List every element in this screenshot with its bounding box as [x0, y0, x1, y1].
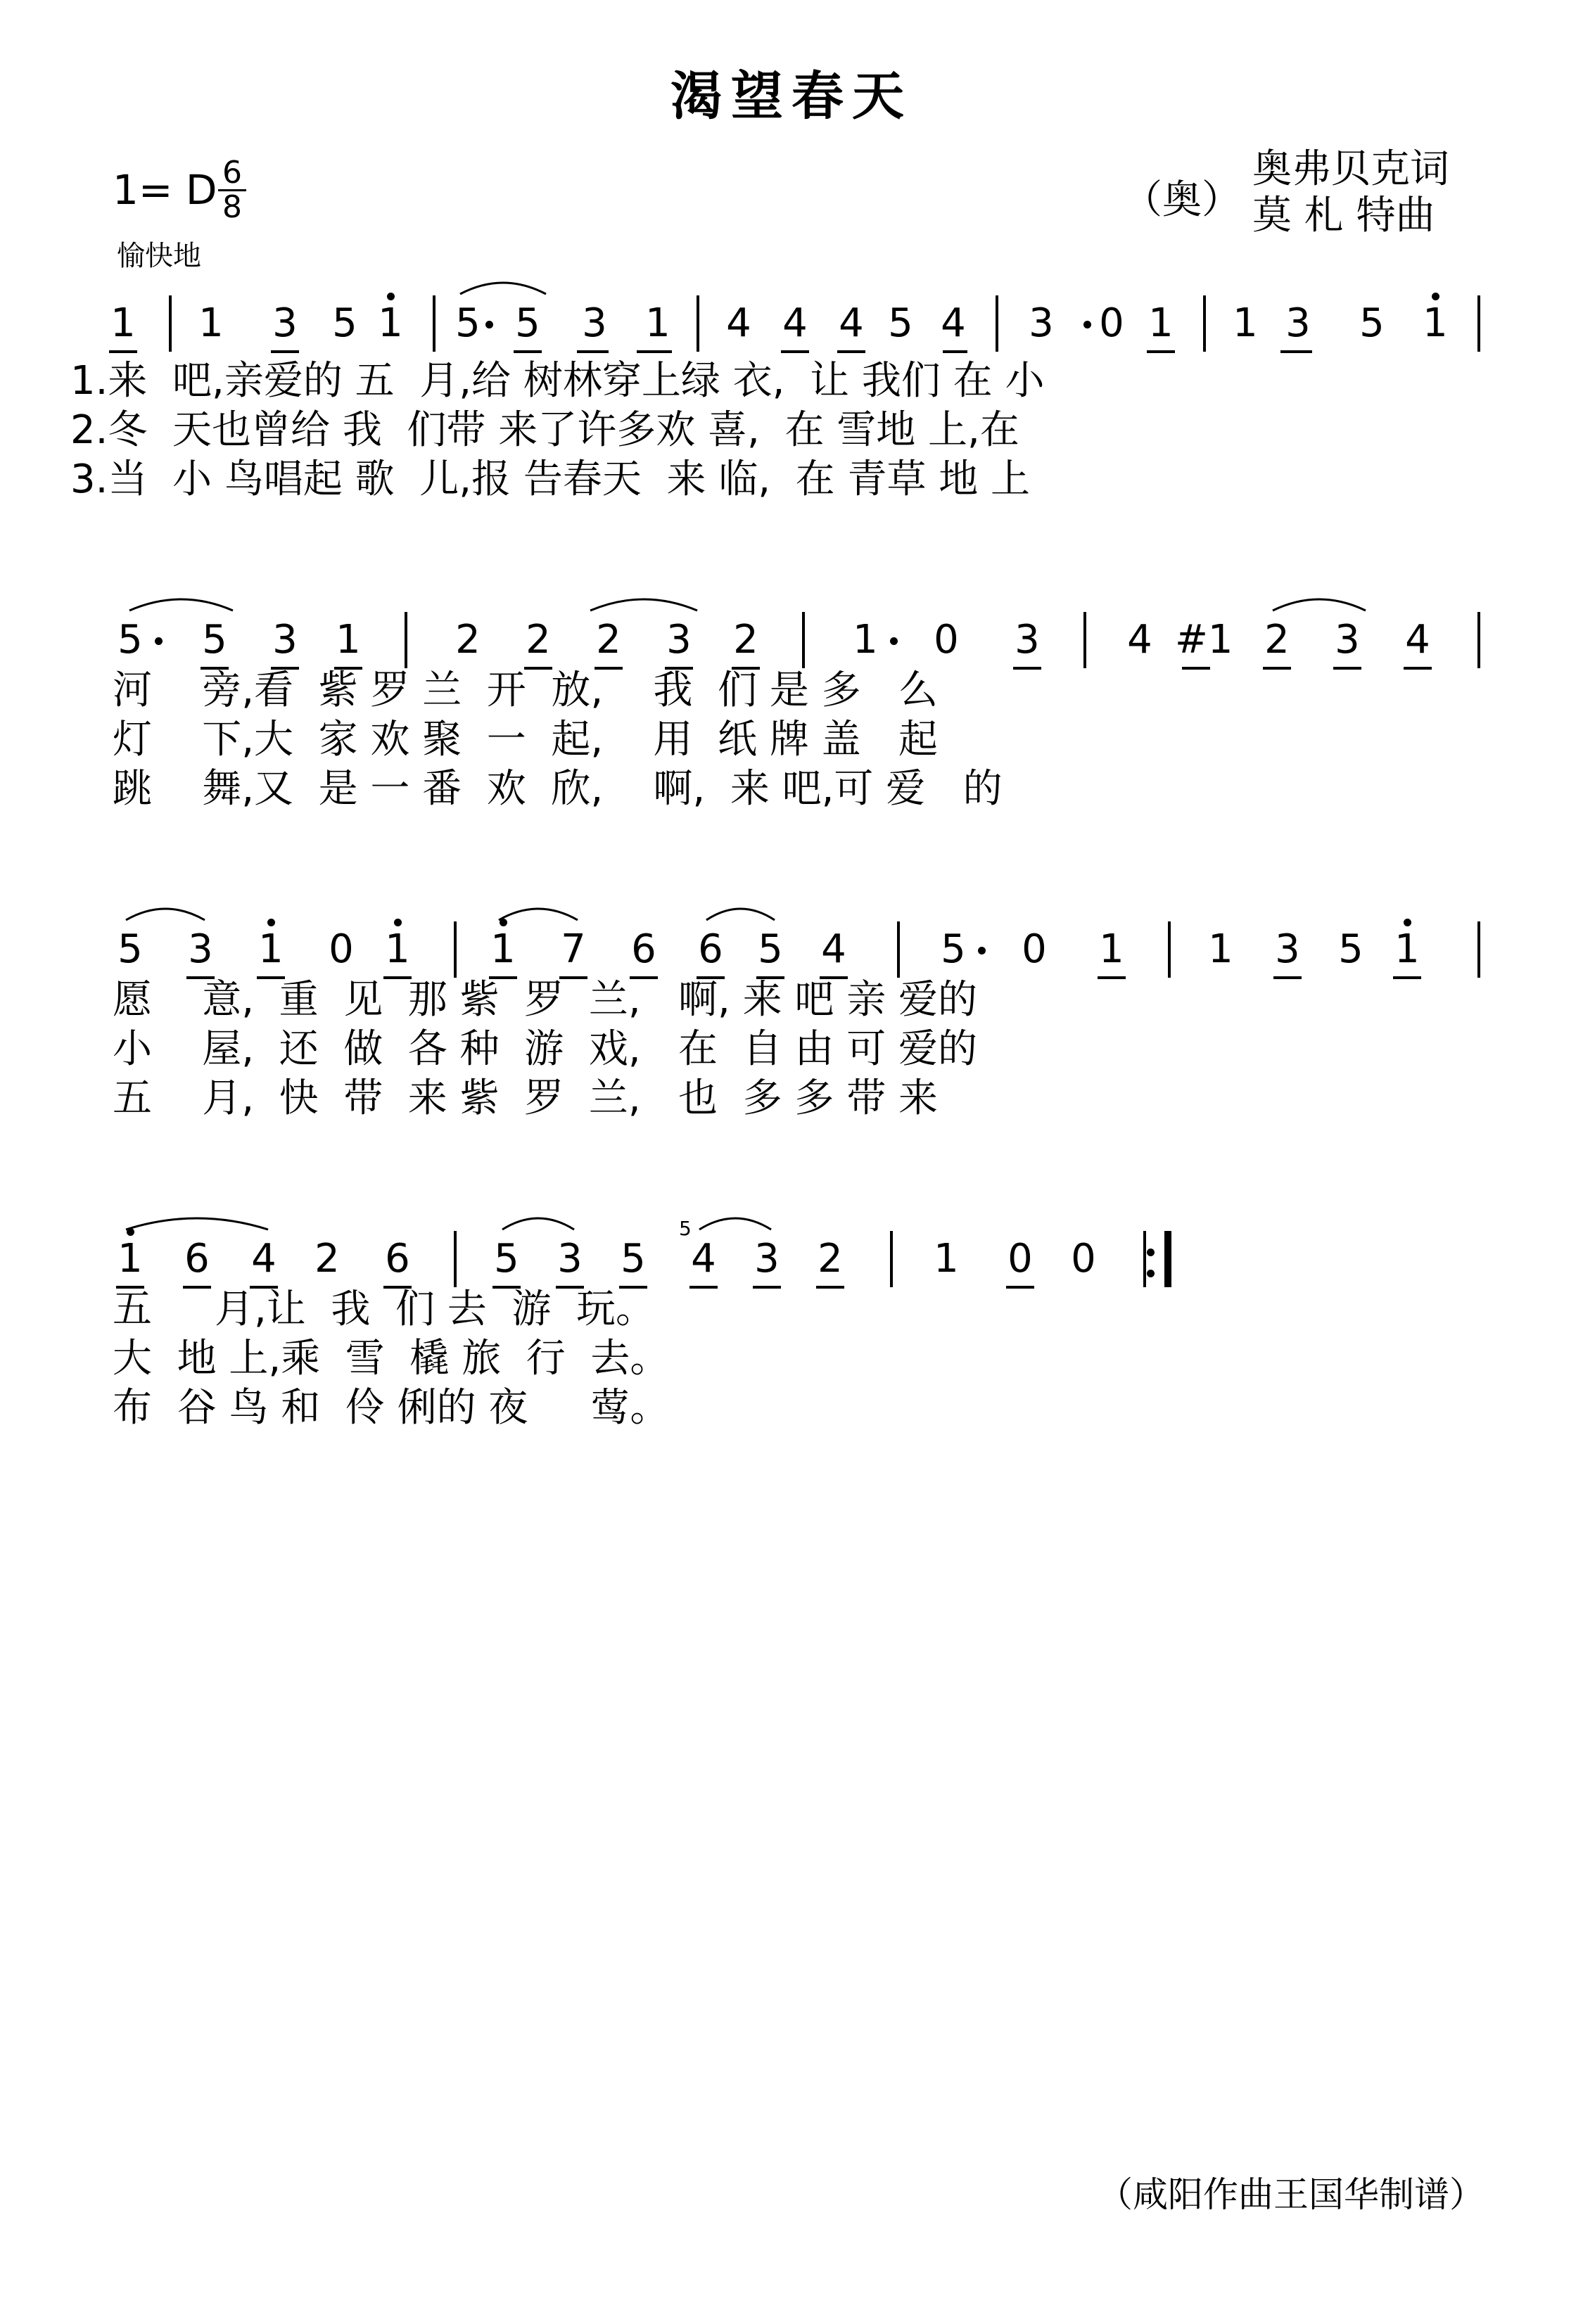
slur	[500, 1211, 577, 1232]
eighth-underline	[514, 350, 542, 353]
bar-line	[1477, 612, 1480, 668]
eighth-underline	[1098, 976, 1126, 979]
slur	[1270, 592, 1368, 613]
eighth-underline	[837, 350, 865, 353]
note: 5	[888, 300, 913, 346]
eighth-underline	[1006, 1286, 1034, 1289]
lyric-line: 3.当 小 鸟唱起 歌 儿,报 告春天 来 临, 在 青草 地 上	[70, 456, 1031, 502]
note: 4	[726, 300, 751, 346]
bar-line	[433, 295, 436, 352]
slur	[457, 276, 549, 297]
note: 1	[378, 300, 403, 346]
composer-origin: （奥）	[1123, 177, 1241, 223]
note: 3	[582, 300, 607, 346]
note: 3	[666, 617, 692, 663]
augmentation-dot	[978, 947, 986, 954]
note: 3	[557, 1236, 583, 1282]
note: 1	[336, 617, 361, 663]
note: 4	[251, 1236, 276, 1282]
note: 5	[332, 300, 357, 346]
eighth-underline	[1182, 667, 1210, 670]
time-signature	[218, 155, 246, 225]
note: 0	[1007, 1236, 1033, 1282]
bar-line	[1203, 295, 1206, 352]
bar-line	[802, 612, 805, 668]
note: 2	[733, 617, 758, 663]
bar-line	[1083, 612, 1086, 668]
note: 2	[1264, 617, 1290, 663]
note: 1	[110, 300, 136, 346]
lyric-line: 布 谷 鸟 和 伶 俐的 夜 莺。	[113, 1385, 670, 1431]
repeat-dot	[1147, 1249, 1155, 1256]
note: 1	[1394, 926, 1420, 972]
lyric-line: 灯 下,大 家 欢 聚 一 起, 用 纸 牌 盖 起	[113, 717, 939, 762]
eighth-underline	[1013, 667, 1041, 670]
high-octave-dot	[1404, 919, 1411, 926]
eighth-underline	[1280, 350, 1312, 353]
note: 2	[596, 617, 621, 663]
lyric-line: 小 屋, 还 做 各 种 游 戏, 在 自 由 可 爱的	[113, 1026, 978, 1072]
note: 5	[621, 1236, 646, 1282]
note: 3	[1285, 300, 1311, 346]
note: 1	[385, 926, 410, 972]
note: 2	[455, 617, 481, 663]
note: 5	[941, 926, 966, 972]
note: 4	[821, 926, 846, 972]
note: 5	[202, 617, 227, 663]
note: 0	[329, 926, 354, 972]
augmentation-dot	[485, 321, 493, 328]
note: 4	[1405, 617, 1430, 663]
grace-note: 5	[679, 1217, 692, 1240]
slur	[123, 902, 208, 923]
slur	[123, 1211, 271, 1232]
composer-credit: 莫 札 特曲	[1252, 193, 1435, 238]
lyric-line: 愿 意, 重 见 那 紫 罗 兰, 啊, 来 吧 亲 爱的	[113, 977, 978, 1023]
augmentation-dot	[890, 637, 898, 645]
note: 0	[1022, 926, 1047, 972]
note: 4	[782, 300, 808, 346]
note: 3	[1335, 617, 1360, 663]
slur	[587, 592, 700, 613]
bar-line	[996, 295, 998, 352]
bar-line	[897, 921, 900, 978]
note: 6	[184, 1236, 210, 1282]
slur	[127, 592, 236, 613]
note: 1	[1423, 300, 1448, 346]
note: 3	[1275, 926, 1300, 972]
note: 1	[853, 617, 878, 663]
note: 1	[1208, 926, 1233, 972]
note: 7	[561, 926, 586, 972]
note: 1	[934, 1236, 959, 1282]
augmentation-dot	[1083, 321, 1091, 328]
bar-line	[1168, 921, 1171, 978]
eighth-underline	[1263, 667, 1291, 670]
note: 5	[1359, 300, 1385, 346]
note: 1	[645, 300, 670, 346]
note: 2	[314, 1236, 340, 1282]
eighth-underline	[637, 350, 672, 353]
note: 3	[272, 300, 298, 346]
note: 0	[934, 617, 959, 663]
eighth-underline	[1273, 976, 1302, 979]
note: 1	[198, 300, 224, 346]
note: 1	[1233, 300, 1258, 346]
lyric-line: 河 旁,看 紫 罗 兰 开 放, 我 们 是 多 么	[113, 668, 939, 713]
key-signature: 1= D	[113, 166, 217, 214]
note: 1	[258, 926, 284, 972]
lyric-line: 跳 舞,又 是 一 番 欢 欣, 啊, 来 吧,可 爱 的	[113, 766, 1003, 812]
note: 5	[758, 926, 783, 972]
bar-line	[454, 921, 457, 978]
high-octave-dot	[394, 919, 402, 926]
lyricist-credit: 奥弗贝克词	[1252, 146, 1449, 192]
bar-line	[454, 1231, 457, 1287]
note: 3	[754, 1236, 780, 1282]
meter-top: 6	[222, 155, 242, 191]
lyric-line: 大 地 上,乘 雪 橇 旅 行 去。	[113, 1336, 670, 1381]
note: 1	[1099, 926, 1124, 972]
note: 2	[818, 1236, 843, 1282]
bar-line	[1477, 295, 1480, 352]
bar-line	[1477, 921, 1480, 978]
footer-credit: （咸阳作曲王国华制谱）	[1098, 2174, 1485, 2215]
note: 6	[385, 1236, 410, 1282]
note: 5	[1338, 926, 1363, 972]
lyric-line: 1.来 吧,亲爱的 五 月,给 树林穿上绿 衣, 让 我们 在 小	[70, 358, 1045, 404]
high-octave-dot	[267, 919, 275, 926]
note: 3	[272, 617, 298, 663]
note: 4	[1127, 617, 1152, 663]
eighth-underline	[781, 350, 809, 353]
note: #1	[1175, 617, 1233, 663]
eighth-underline	[753, 1286, 781, 1289]
eighth-underline	[1393, 976, 1421, 979]
high-octave-dot	[387, 293, 395, 300]
high-octave-dot	[1432, 293, 1439, 300]
note: 5	[117, 617, 143, 663]
augmentation-dot	[155, 637, 163, 645]
note: 5	[515, 300, 540, 346]
bar-line	[697, 295, 699, 352]
eighth-underline	[943, 350, 967, 353]
eighth-underline	[816, 1286, 844, 1289]
lyric-line: 五 月,让 我 们 去 游 玩。	[113, 1286, 656, 1332]
meter-bottom: 8	[222, 189, 242, 225]
eighth-underline	[271, 350, 299, 353]
lyric-line: 五 月, 快 带 来 紫 罗 兰, 也 多 多 带 来	[113, 1075, 939, 1121]
bar-line	[405, 612, 407, 668]
note: 6	[698, 926, 723, 972]
eighth-underline	[1333, 667, 1361, 670]
bar-line	[169, 295, 172, 352]
note: 0	[1099, 300, 1124, 346]
note: 2	[526, 617, 551, 663]
bar-line	[890, 1231, 893, 1287]
slur	[496, 902, 580, 923]
eighth-underline	[109, 350, 137, 353]
slur	[697, 1211, 774, 1232]
bar-line	[1143, 1231, 1146, 1287]
eighth-underline	[1404, 667, 1432, 670]
note: 6	[631, 926, 656, 972]
note: 5	[117, 926, 143, 972]
repeat-dot	[1147, 1270, 1155, 1277]
note: 3	[1015, 617, 1040, 663]
eighth-underline	[1147, 350, 1175, 353]
eighth-underline	[577, 350, 609, 353]
tempo-marking: 愉快地	[117, 240, 201, 272]
note: 1	[1148, 300, 1174, 346]
note: 4	[941, 300, 966, 346]
note: 5	[494, 1236, 519, 1282]
slur	[704, 902, 777, 923]
note: 1	[117, 1236, 143, 1282]
song-title: 渴望春天	[670, 66, 913, 127]
note: 1	[490, 926, 516, 972]
note: 3	[1029, 300, 1054, 346]
note: 0	[1071, 1236, 1096, 1282]
note: 5	[455, 300, 481, 346]
lyric-line: 2.冬 天也曾给 我 们带 来了许多欢 喜, 在 雪地 上,在	[70, 407, 1019, 453]
note: 4	[691, 1236, 716, 1282]
end-repeat-bar	[1164, 1231, 1171, 1287]
eighth-underline	[689, 1286, 718, 1289]
note: 4	[839, 300, 864, 346]
note: 3	[188, 926, 213, 972]
